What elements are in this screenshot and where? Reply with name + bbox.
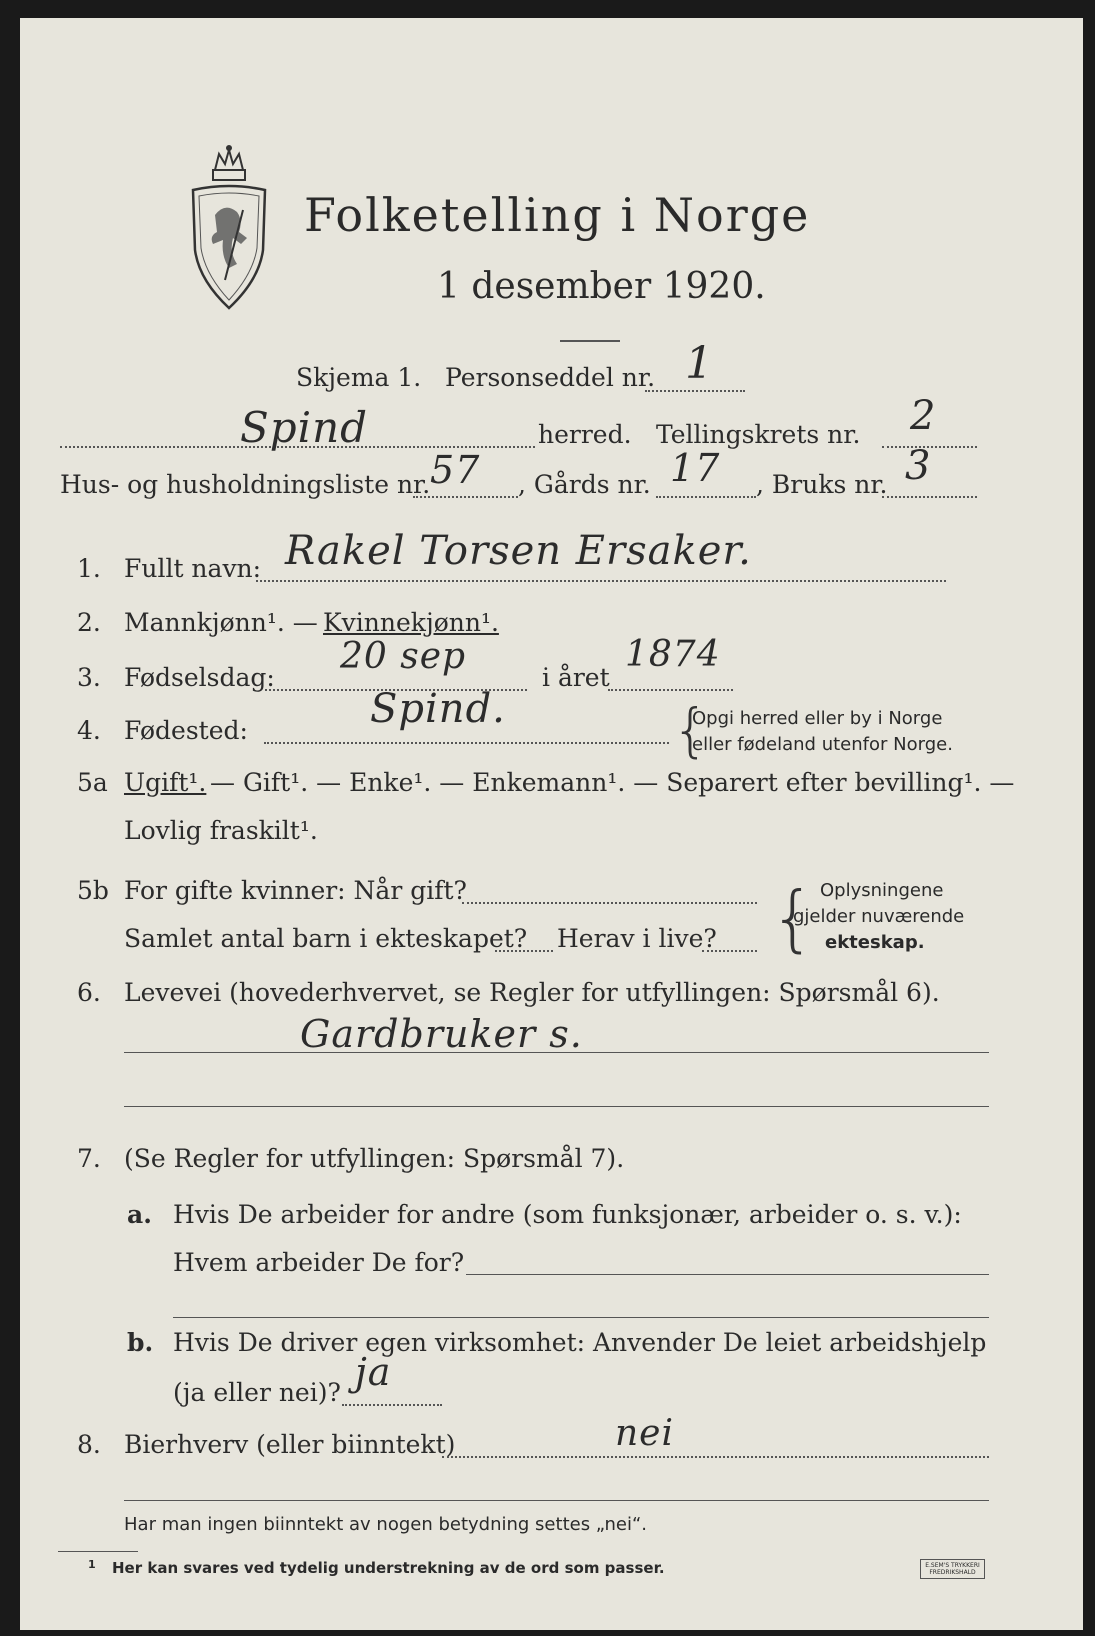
q5b-note-brace: {	[770, 876, 816, 960]
q4-note-line1: Opgi herred eller by i Norge	[692, 708, 943, 729]
q6-occupation-value: Gardbruker s.	[300, 1012, 583, 1056]
q5b-children-label: Samlet antal barn i ekteskapet?	[124, 924, 528, 953]
personseddel-line	[645, 390, 745, 392]
printer-stamp: E.SEM'S TRYKKERI FREDRIKSHALD	[920, 1559, 985, 1579]
skjema-label: Skjema 1.	[296, 363, 422, 392]
q5b-children-line	[495, 950, 553, 952]
q2-female-option-underlined: Kvinnekjønn¹.	[323, 608, 499, 637]
gards-line	[656, 496, 756, 498]
bruks-line	[882, 496, 977, 498]
q4-birthplace-value: Spind.	[370, 686, 506, 732]
q8-line	[442, 1456, 989, 1458]
q6-number: 6.	[77, 978, 101, 1007]
q1-label: Fullt navn:	[124, 554, 262, 583]
tellingskrets-value: 2	[910, 393, 937, 439]
q7a-employer-line	[466, 1274, 989, 1275]
q4-line	[264, 742, 669, 744]
header-divider	[560, 340, 620, 342]
personseddel-value: 1	[685, 338, 714, 389]
form-title: Folketelling i Norge	[304, 188, 811, 242]
q3-year-label: i året	[542, 663, 610, 692]
q3-year-value: 1874	[625, 634, 721, 675]
bruks-label: , Bruks nr.	[756, 470, 888, 499]
q6-label: Levevei (hovederhvervet, se Regler for utfyllingen: Spørsmål 6).	[124, 978, 940, 1007]
q7a-line2-label: Hvem arbeider De for?	[173, 1248, 465, 1277]
herred-value: Spind	[240, 403, 369, 452]
q4-label: Fødested:	[124, 716, 248, 745]
q2-male-option: Mannkjønn¹. —	[124, 608, 318, 637]
bleed-through-text	[900, 118, 906, 142]
q7a-line1: Hvis De arbeider for andre (som funksjonær, arbeider o. s. v.):	[173, 1200, 962, 1229]
q5a-ugift-option-underlined: Ugift¹.	[124, 768, 207, 797]
q5b-alive-label: Herav i live?	[557, 924, 717, 953]
q2-number: 2.	[77, 608, 101, 637]
q1-number: 1.	[77, 554, 101, 583]
q4-number: 4.	[77, 716, 101, 745]
q7-label: (Se Regler for utfyllingen: Spørsmål 7).	[124, 1144, 625, 1173]
q5a-lovlig-fraskilt: Lovlig fraskilt¹.	[124, 816, 318, 845]
footnote-number: 1	[88, 1558, 96, 1571]
q5b-number: 5b	[77, 876, 109, 905]
q4-note-brace: {	[672, 696, 709, 764]
herred-label: herred.	[538, 420, 632, 449]
q6-line2	[124, 1106, 989, 1107]
q5b-line1-line	[462, 902, 757, 904]
q7-number: 7.	[77, 1144, 101, 1173]
q5b-note-line1: Oplysningene	[820, 880, 944, 901]
q8-line2	[124, 1500, 989, 1501]
q5b-note-line2: gjelder nuværende	[793, 906, 965, 927]
q1-line	[256, 580, 946, 582]
census-date: 1 desember 1920.	[437, 266, 766, 307]
q8-number: 8.	[77, 1430, 101, 1459]
q3-year-line	[608, 689, 733, 691]
q3-number: 3.	[77, 663, 101, 692]
q1-full-name-value: Rakel Torsen Ersaker.	[285, 528, 752, 574]
q7b-answer-line	[342, 1404, 442, 1406]
q8-label: Bierhverv (eller biinntekt)	[124, 1430, 456, 1459]
q5a-number: 5a	[77, 768, 108, 797]
hus-value: 57	[430, 448, 481, 492]
hus-line	[413, 496, 518, 498]
q5a-other-options: — Gift¹. — Enke¹. — Enkemann¹. — Separert efter bevilling¹. —	[210, 768, 1015, 797]
q7b-letter: b.	[127, 1328, 154, 1357]
q4-note-line2: eller fødeland utenfor Norge.	[692, 734, 953, 755]
personseddel-label: Personseddel nr.	[445, 363, 656, 392]
gards-label: , Gårds nr.	[518, 470, 651, 499]
q8-value: nei	[615, 1413, 675, 1454]
footnote-divider	[58, 1551, 138, 1552]
gards-value: 17	[670, 446, 721, 490]
coat-of-arms-icon	[185, 140, 269, 312]
q3-label: Fødselsdag:	[124, 663, 275, 692]
bruks-value: 3	[905, 443, 932, 489]
q7a-letter: a.	[127, 1200, 152, 1229]
footer-note: Har man ingen biinntekt av nogen betydning settes „nei“.	[124, 1514, 648, 1535]
q5b-line1-label: For gifte kvinner: Når gift?	[124, 876, 467, 905]
q5b-alive-line	[702, 950, 757, 952]
footnote-text: Her kan svares ved tydelig understrekning av de ord som passer.	[112, 1559, 665, 1577]
q7b-line1: Hvis De driver egen virksomhet: Anvender De leiet arbeidshjelp	[173, 1328, 987, 1357]
q7a-employer-line2	[173, 1317, 989, 1318]
q7b-answer-value: ja	[355, 1350, 392, 1394]
hus-label: Hus- og husholdningsliste nr.	[60, 470, 431, 499]
census-form-sheet	[20, 18, 1083, 1630]
tellingskrets-label: Tellingskrets nr.	[656, 420, 861, 449]
q3-birthday-value: 20 sep	[340, 636, 467, 677]
q5b-note-line3: ekteskap.	[825, 932, 925, 953]
q7b-line2-label: (ja eller nei)?	[173, 1378, 341, 1407]
